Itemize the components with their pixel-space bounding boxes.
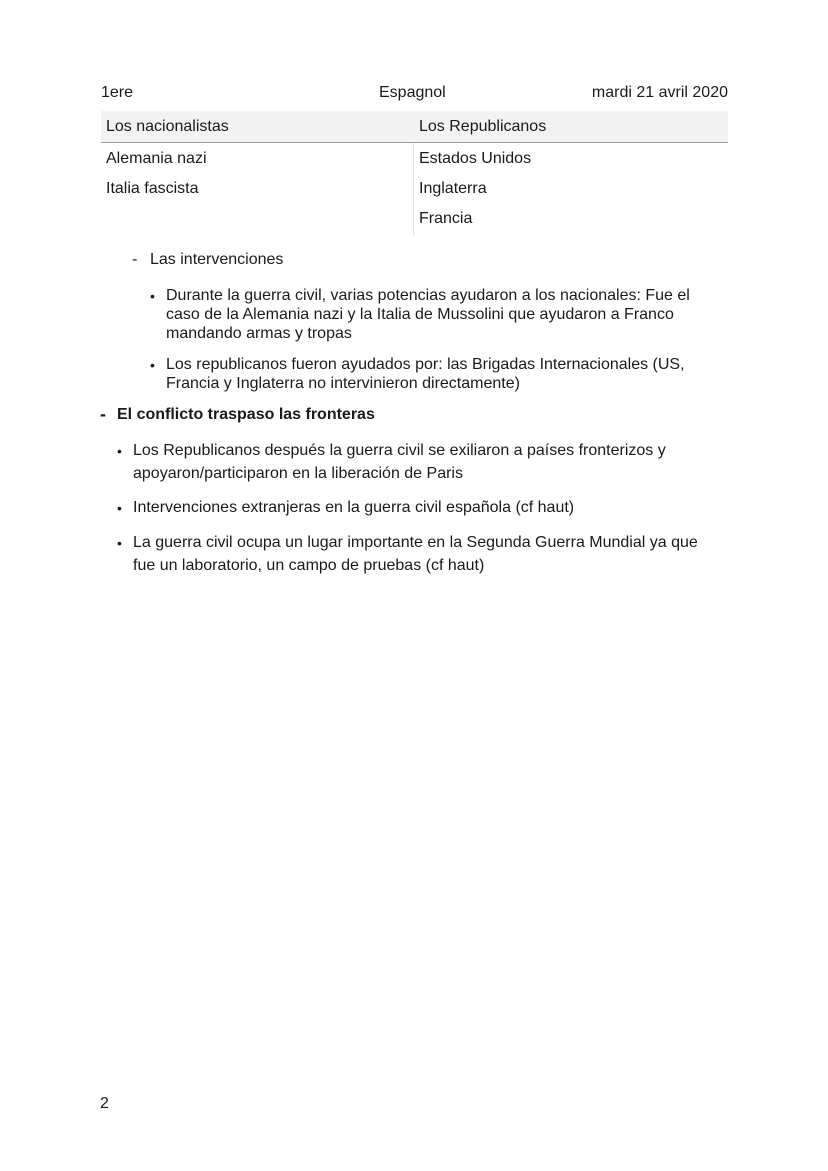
class-level: 1ere (101, 84, 134, 101)
table-cell: Francia (419, 210, 473, 227)
section-title-intervenciones: Las intervenciones (150, 251, 284, 268)
column-header-nacionalistas: Los nacionalistas (106, 118, 229, 135)
bullet-marker: • (150, 288, 155, 304)
bullet-marker: • (117, 535, 122, 551)
bullet-marker: • (150, 357, 155, 373)
list-item-line: fue un laboratorio, un campo de pruebas (cf haut) (133, 557, 485, 574)
table-header (101, 111, 728, 143)
table-cell: Alemania nazi (106, 150, 207, 167)
column-header-republicanos: Los Republicanos (419, 118, 547, 135)
dash-marker: - (100, 404, 106, 424)
list-item-line: caso de la Alemania nazi y la Italia de Mussolini que ayudaron a Franco (166, 306, 674, 323)
dash-marker: - (132, 251, 138, 268)
subject: Espagnol (379, 84, 446, 101)
section-title-fronteras: El conflicto traspaso las fronteras (117, 406, 375, 423)
list-item-line: La guerra civil ocupa un lugar importante en la Segunda Guerra Mundial ya que (133, 534, 698, 551)
list-item-line: Durante la guerra civil, varias potencias ayudaron a los nacionales: Fue el (166, 287, 690, 304)
column-divider (413, 143, 414, 235)
list-item-line: Los republicanos fueron ayudados por: las Brigadas Internacionales (US, (166, 356, 685, 373)
list-item-line: Los Republicanos después la guerra civil se exiliaron a países fronterizos y (133, 442, 666, 459)
date: mardi 21 avril 2020 (591, 84, 728, 101)
list-item-line: mandando armas y tropas (166, 325, 352, 342)
comparison-table (101, 111, 728, 235)
bullet-marker: • (117, 443, 122, 459)
table-body (101, 143, 728, 235)
table-cell: Inglaterra (419, 180, 487, 197)
table-cell: Estados Unidos (419, 150, 532, 167)
bullet-marker: • (117, 500, 122, 516)
table-cell: Italia fascista (106, 180, 199, 197)
page-number: 2 (100, 1095, 109, 1112)
page-header (101, 83, 728, 103)
list-item-line: apoyaron/participaron en la liberación de Paris (133, 465, 463, 482)
list-item-line: Francia y Inglaterra no intervinieron directamente) (166, 375, 520, 392)
list-item-line: Intervenciones extranjeras en la guerra civil española (cf haut) (133, 499, 575, 516)
